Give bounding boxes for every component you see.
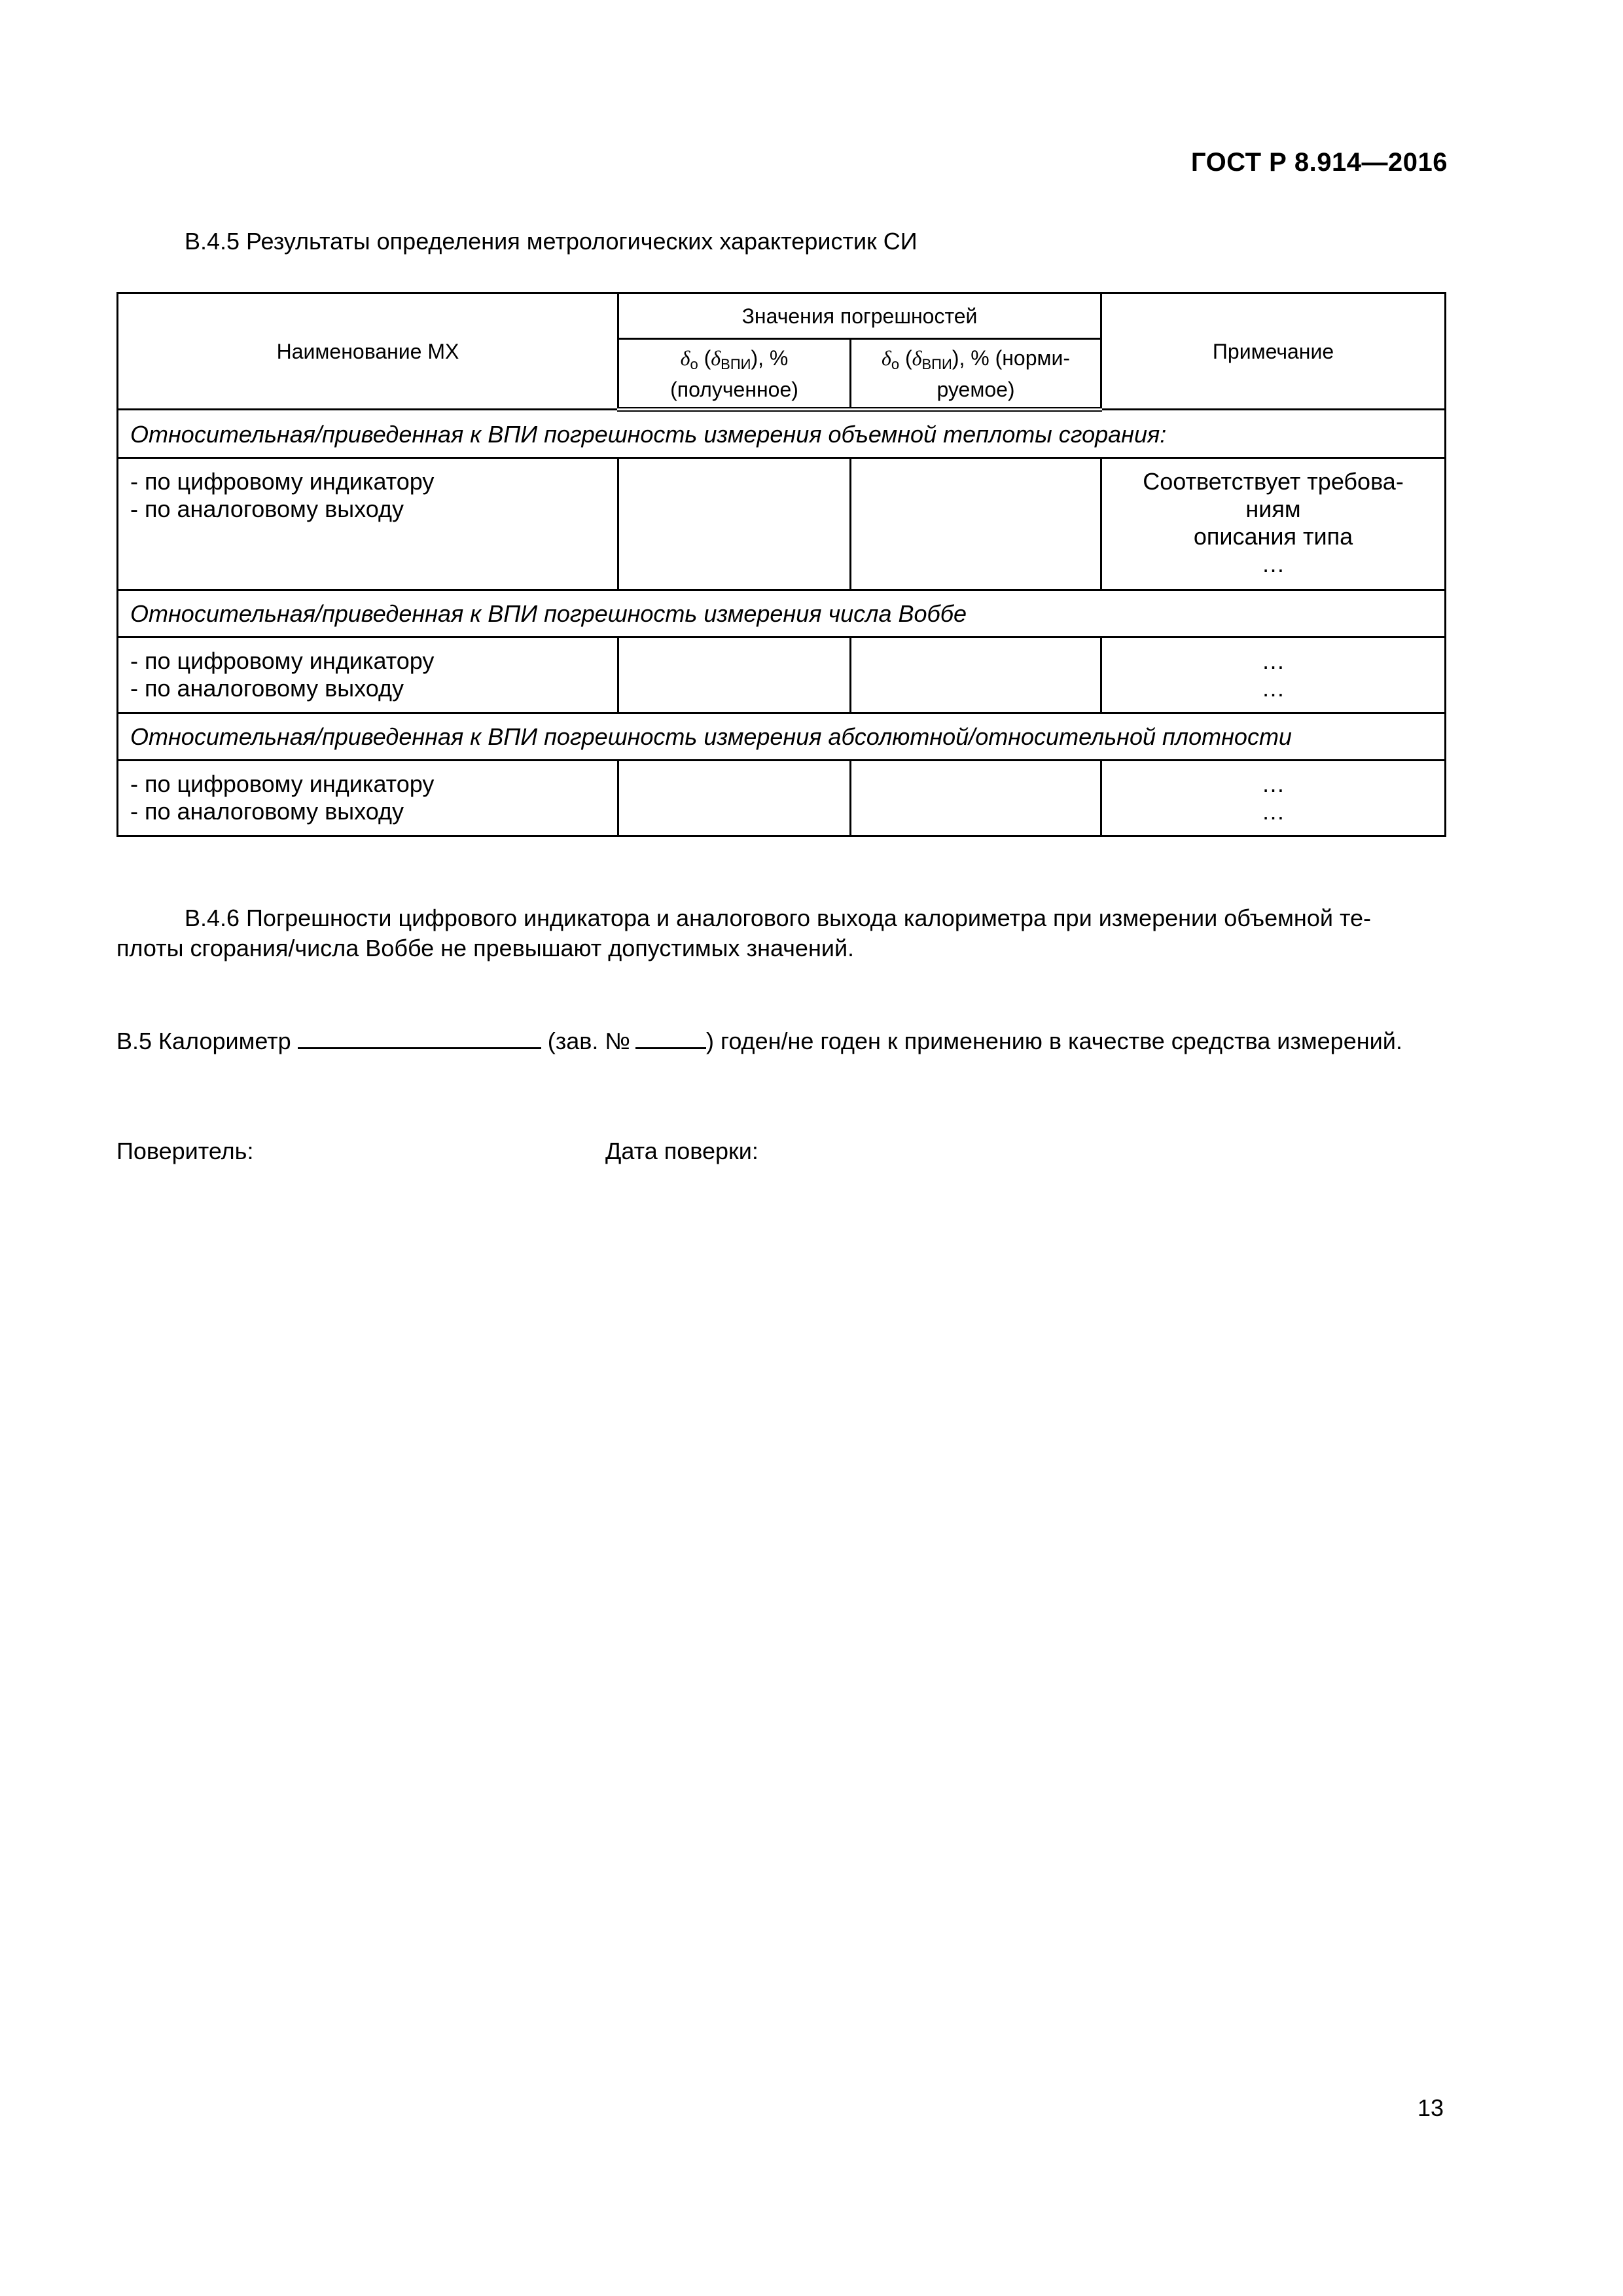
- conclusion-text: ) годен/не годен к применению в качестве средства измерений.: [706, 1028, 1402, 1054]
- header-normalized: $\delta_о$ $(\delta_{ВПИ})$, % (норми- руемое): [851, 339, 1101, 410]
- mx-name-cell: [118, 637, 618, 713]
- verifier-label: Поверитель:: [116, 1138, 254, 1164]
- section-b5: [116, 1025, 1402, 1056]
- row-analog-output: - по аналоговому выходу: [130, 675, 404, 702]
- mx-name-cell: [118, 761, 618, 836]
- metrology-results-table: [116, 292, 1446, 837]
- page-number: 13: [1417, 2094, 1444, 2121]
- category-row: [118, 410, 1446, 458]
- normalized-value-cell: [851, 637, 1101, 713]
- row-digital-indicator: - по цифровому индикатору: [130, 770, 435, 797]
- document-code: ГОСТ Р 8.914—2016: [1190, 148, 1448, 177]
- section-b45-title: В.4.5 Результаты определения метрологических характеристик СИ: [185, 228, 918, 255]
- obtained-value-cell: [618, 637, 851, 713]
- note-cell: Соответствует требова- ниям описания типа …: [1101, 458, 1446, 590]
- row-digital-indicator: - по цифровому индикатору: [130, 468, 435, 495]
- section-b46-line2: плоты сгорания/числа Воббе не превышают допустимых значений.: [116, 935, 855, 961]
- row-analog-output: - по аналоговому выходу: [130, 798, 404, 825]
- obtained-value-cell: [618, 458, 851, 590]
- category-row: [118, 713, 1446, 761]
- header-note: Примечание: [1101, 293, 1446, 410]
- category-label: Относительная/приведенная к ВПИ погрешность измерения абсолютной/относительной плотности: [118, 713, 1446, 761]
- table-row: [118, 761, 1446, 836]
- calorimeter-type-blank[interactable]: [298, 1025, 541, 1049]
- mx-name-cell: [118, 458, 618, 590]
- normalized-value-cell: [851, 458, 1101, 590]
- row-analog-output: - по аналоговому выходу: [130, 495, 404, 522]
- serial-number-label: (зав. №: [547, 1028, 630, 1054]
- note-cell: … …: [1101, 637, 1446, 713]
- table-row: [118, 637, 1446, 713]
- header-mx-name: Наименование МХ: [118, 293, 618, 410]
- row-digital-indicator: - по цифровому индикатору: [130, 647, 435, 674]
- category-label: Относительная/приведенная к ВПИ погрешность измерения объемной теплоты сгорания:: [118, 410, 1446, 458]
- verification-date-label: Дата поверки:: [605, 1138, 758, 1164]
- serial-number-blank[interactable]: [635, 1025, 706, 1049]
- note-cell: … …: [1101, 761, 1446, 836]
- category-row: [118, 590, 1446, 637]
- obtained-value-cell: [618, 761, 851, 836]
- table-row: [118, 458, 1446, 590]
- calorimeter-label: В.5 Калориметр: [116, 1028, 291, 1054]
- header-error-values: Значения погрешностей: [618, 293, 1101, 339]
- header-obtained: $\delta_о$ $(\delta_{ВПИ})$, % (полученное): [618, 339, 851, 410]
- category-label: Относительная/приведенная к ВПИ погрешность измерения числа Воббе: [118, 590, 1446, 637]
- normalized-value-cell: [851, 761, 1101, 836]
- section-b46-line1: В.4.6 Погрешности цифрового индикатора и аналогового выхода калориметра при измерении объемной те-: [185, 905, 1372, 931]
